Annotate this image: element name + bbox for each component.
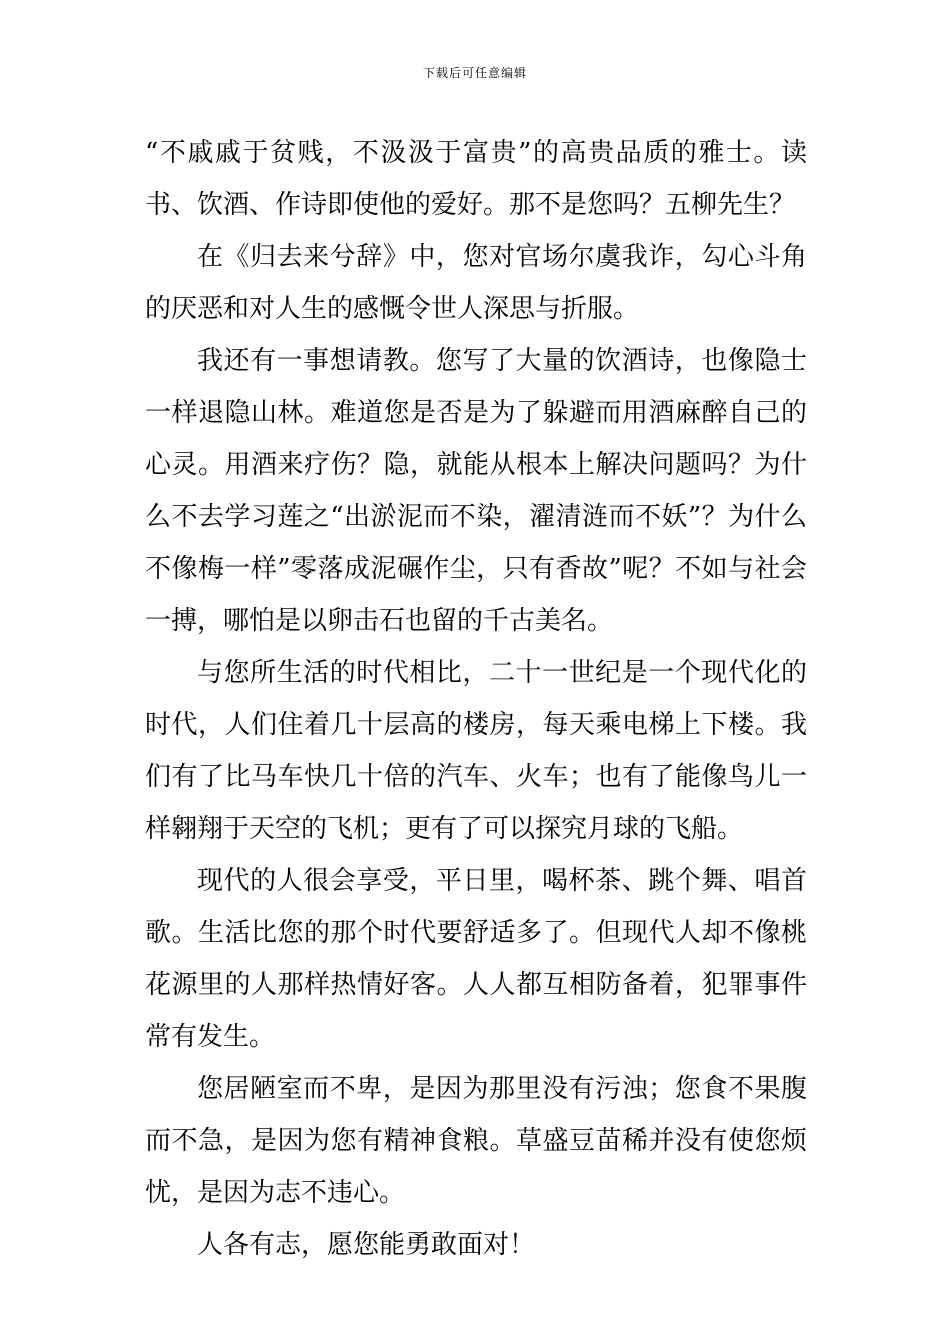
paragraph-continuation: “不戚戚于贫贱，不汲汲于富贵”的高贵品质的雅士。读书、饮酒、作诗即使他的爱好。那不是您吗？五柳先生？ bbox=[145, 138, 807, 220]
paragraph: 我还有一事想请教。您写了大量的饮酒诗，也像隐士一样退隐山林。难道您是否是为了躲避而用酒麻醉自己的心灵。用酒来疗伤？隐，就能从根本上解决问题吗？为什么不去学习莲之“出淤泥而不染，濯清涟而不妖”？为什么不像梅一样”零落成泥碾作尘，只有香故”呢？不如与社会一搏，哪怕是以卵击石也留的千古美名。 bbox=[145, 346, 807, 636]
page-header-note: 下载后可任意编辑 bbox=[422, 66, 527, 80]
paragraph: 在《归去来兮辞》中，您对官场尔虞我诈，勾心斗角的厌恶和对人生的感慨令世人深思与折服。 bbox=[145, 242, 807, 324]
document-body bbox=[145, 127, 807, 1271]
paragraph: 您居陋室而不卑，是因为那里没有污浊；您食不果腹而不急，是因为您有精神食粮。草盛豆苗稀并没有使您烦忧，是因为志不违心。 bbox=[145, 1074, 807, 1208]
paragraph: 人各有志，愿您能勇敢面对！ bbox=[197, 1230, 536, 1260]
paragraph: 与您所生活的时代相比，二十一世纪是一个现代化的时代，人们住着几十层高的楼房，每天乘电梯上下楼。我们有了比马车快几十倍的汽车、火车；也有了能像鸟儿一样翱翔于天空的飞机；更有了可以探究月球的飞船。 bbox=[145, 658, 807, 844]
paragraph: 现代的人很会享受，平日里，喝杯茶、跳个舞、唱首歌。生活比您的那个时代要舒适多了。但现代人却不像桃花源里的人那样热情好客。人人都互相防备着，犯罪事件常有发生。 bbox=[145, 866, 807, 1052]
